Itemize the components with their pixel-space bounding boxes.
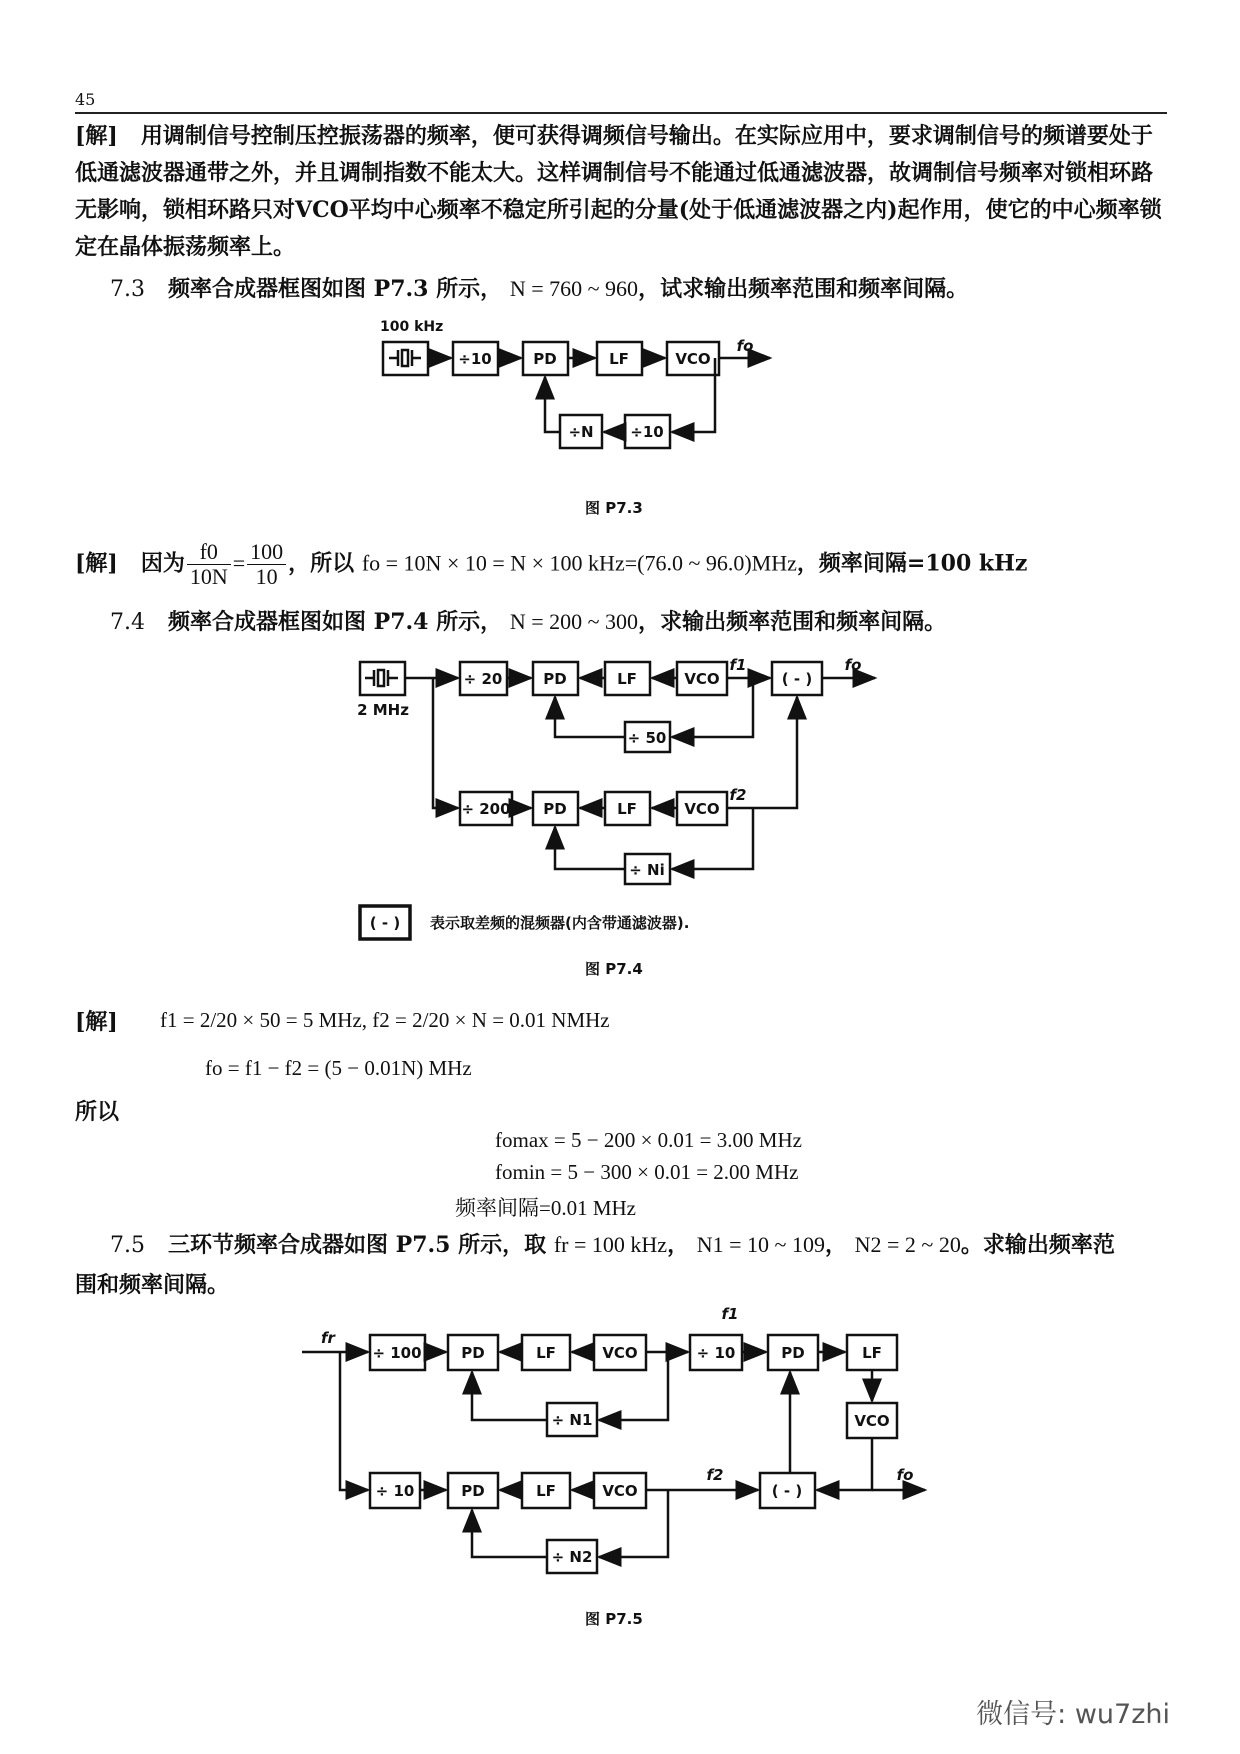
f2-label: f2: [706, 1466, 724, 1484]
condition: N2 = 2 ~ 20: [854, 1232, 961, 1257]
ref-freq-label: 100 kHz: [380, 319, 444, 335]
problem-text: 所示，: [436, 276, 503, 302]
pd-label: PD: [543, 800, 567, 818]
solution-label: [解]: [75, 550, 118, 577]
f1-label: f1: [721, 1305, 739, 1323]
denominator: 10N: [189, 564, 228, 589]
numerator: f0: [187, 540, 231, 565]
condition: fr = 100 kHz: [553, 1232, 668, 1257]
equation-min: fomin = 5 − 300 × 0.01 = 2.00 MHz: [495, 1160, 799, 1184]
lf-label: LF: [617, 670, 637, 688]
problem-text: ，试求输出频率范围和频率间隔。: [638, 276, 969, 302]
divider-label: ÷ 10: [696, 1344, 736, 1362]
denominator: 10: [255, 564, 278, 589]
pd-label: PD: [533, 350, 557, 368]
problem-7-4: [110, 605, 946, 636]
vco-label: VCO: [675, 350, 711, 368]
figure-p7-3: [375, 315, 875, 489]
solution-text: 所以: [75, 1099, 120, 1125]
lf-label: LF: [536, 1344, 556, 1362]
divider-ni-label: ÷ Ni: [629, 861, 665, 879]
watermark: 微信号: wu7zhi: [976, 1699, 1170, 1730]
lf-label: LF: [617, 800, 637, 818]
problem-7-3: [110, 272, 968, 303]
f1-label: f1: [729, 656, 747, 674]
solution-text: 用调制信号控制压控振荡器的频率，便可获得调频信号输出。在实际应用中，要求调制信号的频谱要处于低通滤波器通带之外，并且调制指数不能太大。这样调制信号不能通过低通滤波器，故调制信号频率对锁相环路无影响，锁相环路只对VCO平均中心频率不稳定所引起的分量(处于低通滤波器之内)起作用，使它的中心频率锁定在晶体振荡频率上。: [75, 123, 1162, 260]
figure-ref: P7.3: [373, 276, 429, 302]
problem-text: ，求输出频率范围和频率间隔。: [638, 609, 947, 635]
fraction: [187, 540, 231, 589]
pd-label: PD: [461, 1344, 485, 1362]
divider-n-label: ÷N: [568, 423, 594, 441]
ref-freq-label: 2 MHz: [357, 701, 409, 719]
divider-n1-label: ÷ N1: [551, 1411, 593, 1429]
problem-number: 7.4: [110, 610, 145, 635]
legend-mixer-label: ( - ): [369, 914, 401, 932]
vco-label: VCO: [684, 670, 720, 688]
condition: N1 = 10 ~ 109: [696, 1232, 825, 1257]
divider-label: ÷10: [458, 350, 492, 368]
figure-caption: 图 P7.4: [585, 960, 643, 978]
problem-text: 三环节频率合成器如图: [167, 1232, 388, 1258]
page-number: 45: [75, 90, 96, 109]
fr-label: fr: [321, 1329, 335, 1347]
problem-text: 围和频率间隔。: [75, 1272, 230, 1298]
divider-label: ÷ 100: [372, 1344, 422, 1362]
divider-label: ÷10: [630, 423, 664, 441]
problem-text: 所示，取: [458, 1232, 547, 1258]
problem-number: 7.5: [110, 1233, 145, 1258]
output-label: fo: [736, 337, 754, 355]
figure-ref: P7.5: [395, 1232, 451, 1258]
mixer-label: ( - ): [781, 670, 813, 688]
problem-text: 所示，: [436, 609, 503, 635]
spacing-result: 频率间隔=0.01 MHz: [455, 1196, 637, 1220]
figure-ref: P7.4: [373, 609, 429, 635]
solution-text: 因为: [140, 550, 185, 577]
solution-paragraph: [75, 118, 1165, 266]
output-label: fo: [896, 1466, 914, 1484]
lf-label: LF: [536, 1482, 556, 1500]
equation-line: fo = f1 − f2 = (5 − 0.01N) MHz: [205, 1056, 472, 1080]
pd-label: PD: [781, 1344, 805, 1362]
solution-label: [解]: [75, 123, 118, 149]
equation-max: fomax = 5 − 200 × 0.01 = 3.00 MHz: [495, 1128, 802, 1152]
solution-7-3: [75, 540, 1027, 589]
spacing-result: ，频率间隔=100 kHz: [796, 550, 1028, 577]
pd-label: PD: [461, 1482, 485, 1500]
lf-label: LF: [609, 350, 629, 368]
condition: N = 200 ~ 300: [509, 609, 639, 634]
expression: fo = 10N × 10 = N × 100 kHz=(76.0 ~ 96.0)MHz: [361, 550, 797, 576]
vco-label: VCO: [684, 800, 720, 818]
output-label: fo: [844, 656, 862, 674]
equation-line: f1 = 2/20 × 50 = 5 MHz, f2 = 2/20 × N = 0.01 NMHz: [160, 1008, 610, 1032]
problem-text: 频率合成器框图如图: [167, 276, 366, 302]
problem-text: 频率合成器框图如图: [167, 609, 366, 635]
vco-label: VCO: [602, 1482, 638, 1500]
figure-caption: 图 P7.3: [585, 499, 643, 517]
divider-label: ÷ 10: [375, 1482, 415, 1500]
solution-label: [解]: [75, 1009, 118, 1035]
numerator: 100: [247, 540, 286, 565]
mixer-label: ( - ): [771, 1482, 803, 1500]
solution-text: ，所以: [288, 550, 355, 577]
problem-text: 。求输出频率范: [960, 1232, 1115, 1258]
condition: N = 760 ~ 960: [509, 276, 639, 301]
header-rule: [75, 112, 1167, 114]
figure-p7-4: [355, 650, 915, 954]
vco-label: VCO: [602, 1344, 638, 1362]
f2-label: f2: [729, 786, 747, 804]
figure-p7-5: [300, 1305, 940, 1599]
equals: =: [232, 550, 246, 576]
divider-n2-label: ÷ N2: [551, 1548, 593, 1566]
problem-number: 7.3: [110, 277, 145, 302]
vco-label: VCO: [854, 1412, 890, 1430]
divider-label: ÷ 20: [463, 670, 503, 688]
lf-label: LF: [862, 1344, 882, 1362]
legend-text: 表示取差频的混频器(内含带通滤波器).: [430, 914, 690, 932]
fraction: [247, 540, 286, 589]
pd-label: PD: [543, 670, 567, 688]
divider-label: ÷ 50: [627, 729, 667, 747]
figure-caption: 图 P7.5: [585, 1610, 643, 1628]
divider-label: ÷ 200: [461, 800, 511, 818]
problem-7-5: 7.5 三环节频率合成器如图 P7.5 所示，取 fr = 100 kHz， N1 = 10 ~ 109， N2 = 2 ~ 20。求输出频率范: [110, 1232, 1115, 1258]
